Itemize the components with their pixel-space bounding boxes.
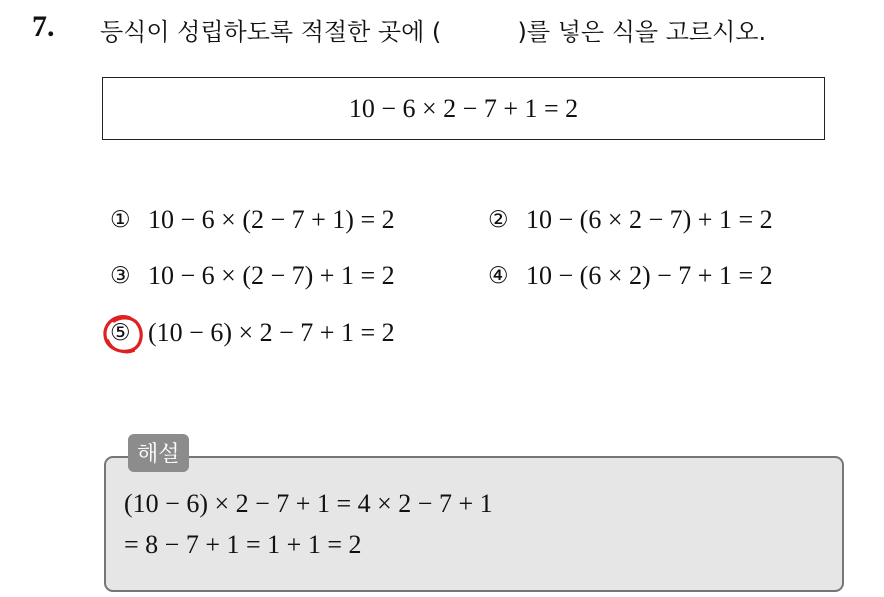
equation-box (102, 77, 825, 140)
choice-expression: 10 − 6 × (2 − 7 + 1) = 2 (148, 205, 395, 234)
choice-expression: 10 − (6 × 2 − 7) + 1 = 2 (526, 205, 773, 234)
choice-marker: ① (110, 207, 131, 233)
solution-line-2: = 8 − 7 + 1 = 1 + 1 = 2 (124, 530, 362, 559)
choice-expression: 10 − 6 × (2 − 7) + 1 = 2 (148, 261, 395, 290)
choice-marker: ② (488, 207, 509, 233)
choice-expression: (10 − 6) × 2 − 7 + 1 = 2 (148, 318, 395, 347)
equation-text: 10 − 6 × 2 − 7 + 1 = 2 (348, 93, 579, 123)
choice-expression: 10 − (6 × 2) − 7 + 1 = 2 (526, 261, 773, 290)
solution-box (104, 456, 844, 592)
choice-5[interactable] (110, 318, 395, 348)
choice-1[interactable] (110, 205, 395, 235)
choice-4[interactable] (488, 261, 773, 291)
choice-2[interactable] (488, 205, 773, 235)
solution-line-1: (10 − 6) × 2 − 7 + 1 = 4 × 2 − 7 + 1 (124, 489, 493, 518)
question-text: 등식이 성립하도록 적절한 곳에 ( )를 넣은 식을 고르시오. (100, 18, 767, 46)
choice-marker: ③ (110, 263, 131, 289)
choice-marker: ④ (488, 263, 509, 289)
question-number: 7. (32, 10, 55, 43)
choice-marker: ⑤ (110, 320, 131, 346)
solution-label: 해설 (128, 434, 189, 472)
choice-3[interactable] (110, 261, 395, 291)
